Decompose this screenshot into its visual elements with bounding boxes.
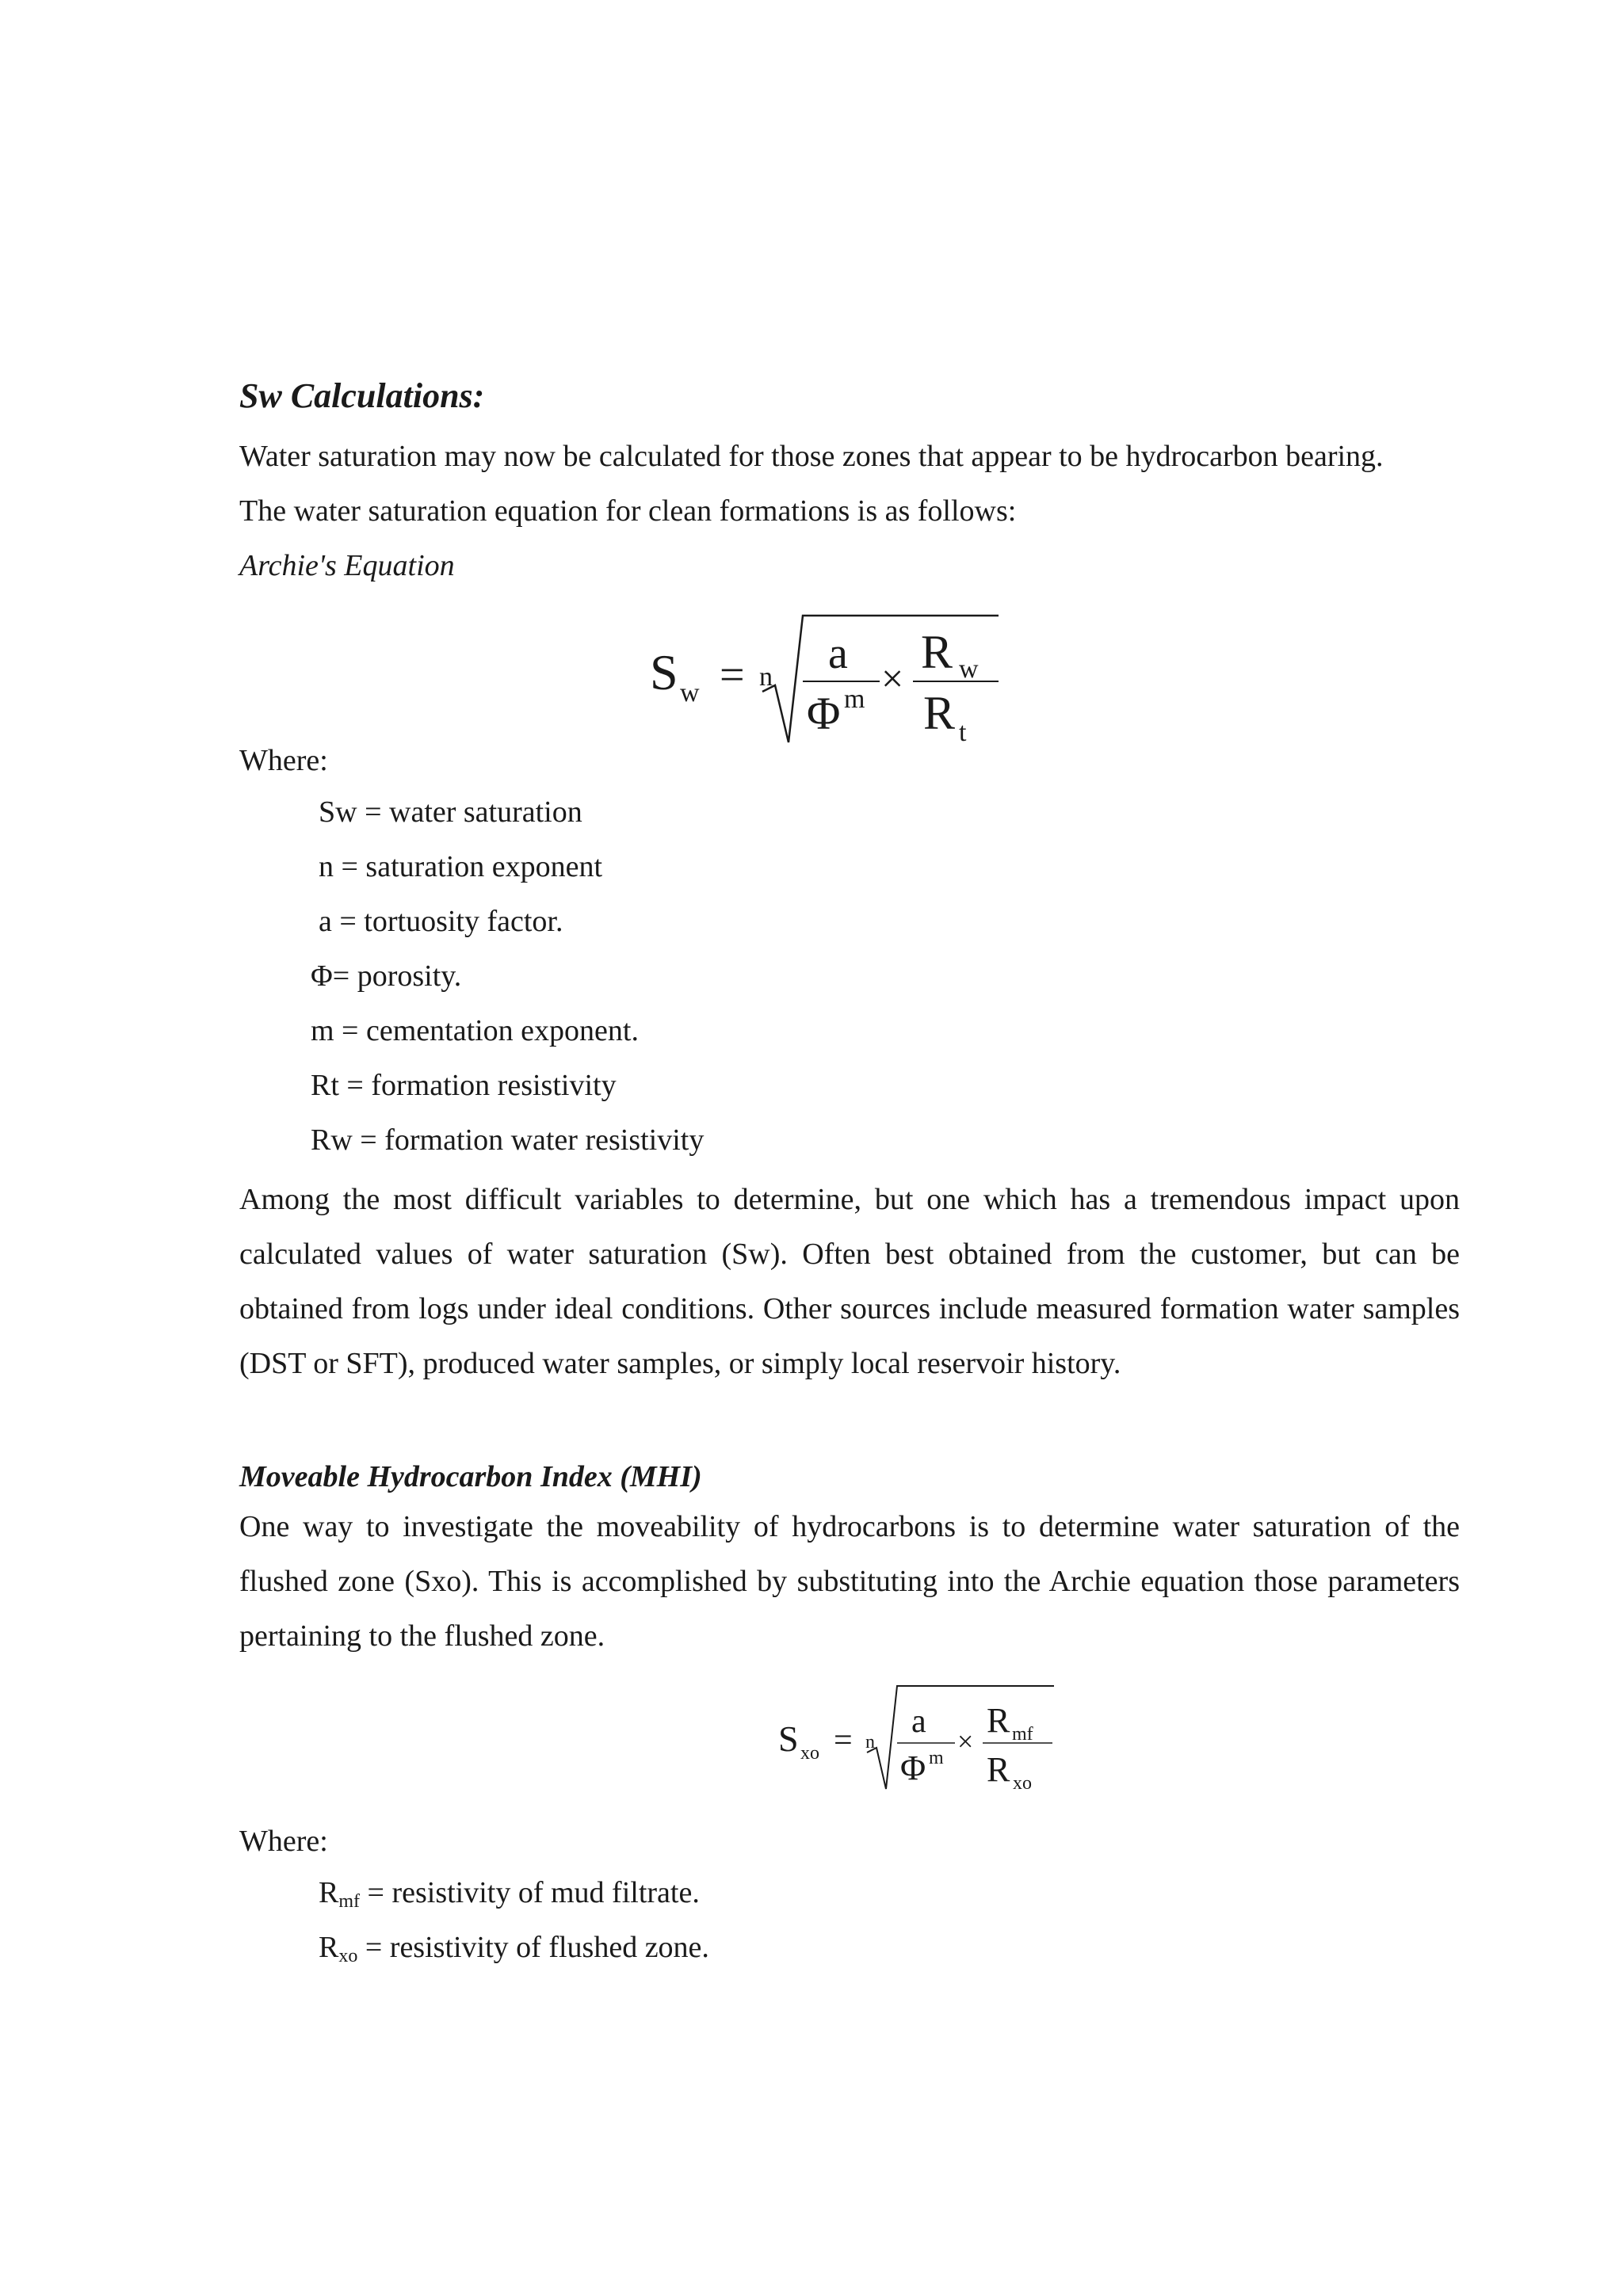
- variable-phi: Φ= porosity.: [311, 959, 462, 993]
- formula2-lhs: S: [778, 1718, 799, 1759]
- fraction2-numerator: R: [921, 626, 953, 678]
- formula2-lhs-subscript: xo: [800, 1743, 819, 1764]
- rxo-description: = resistivity of flushed zone.: [357, 1931, 709, 1964]
- rmf-description: = resistivity of mud filtrate.: [360, 1876, 700, 1909]
- formula-lhs: S: [650, 644, 678, 700]
- variable-rw: Rw = formation water resistivity: [311, 1123, 705, 1157]
- formula2-fraction2-numerator-subscript: mf: [1012, 1724, 1033, 1745]
- variable-a: a = tortuosity factor.: [319, 905, 563, 938]
- variable-rt: Rt = formation resistivity: [311, 1069, 617, 1102]
- intro-line-2: The water saturation equation for clean formations is as follows:: [239, 494, 1017, 528]
- formula-root-index: n: [759, 662, 773, 692]
- formula2-fraction1-denominator: Φ: [900, 1749, 926, 1787]
- variable-rmf: [319, 1871, 700, 1924]
- rxo-symbol: R: [319, 1931, 339, 1964]
- formula2-fraction1-denominator-superscript: m: [929, 1748, 944, 1768]
- fraction1-denominator: Φ: [807, 688, 841, 739]
- variable-m: m = cementation exponent.: [311, 1014, 639, 1047]
- formula2-fraction2-denominator: R: [987, 1750, 1010, 1789]
- rmf-subscript: mf: [338, 1891, 361, 1912]
- formula-equals: =: [720, 650, 745, 700]
- fraction2-numerator-subscript: w: [959, 654, 979, 684]
- formula2-fraction2-numerator: R: [987, 1701, 1010, 1740]
- variable-n: n = saturation exponent: [319, 850, 603, 883]
- where-label-2: Where:: [239, 1825, 328, 1858]
- rxo-subscript: xo: [338, 1946, 358, 1966]
- formula2-fraction2-denominator-subscript: xo: [1013, 1773, 1032, 1794]
- fraction1-numerator: a: [828, 629, 848, 678]
- equation-title: Archie's Equation: [239, 549, 455, 582]
- formula2-equals: =: [834, 1722, 853, 1759]
- formula-times: ×: [881, 656, 904, 700]
- paragraph-mhi: One way to investigate the moveability of hydrocarbons is to determine water saturation of the flushed zone (Sxo). This is accomplished by substituting into the Archie equation those parameters pertaining to the flushed zone.: [239, 1510, 1460, 1653]
- formula2-times: ×: [957, 1726, 974, 1757]
- formula2-root-index: n: [865, 1732, 875, 1753]
- fraction2-denominator-subscript: t: [959, 718, 967, 747]
- where-label-1: Where:: [239, 744, 328, 777]
- fraction2-denominator: R: [923, 687, 956, 739]
- variable-rxo: [319, 1925, 709, 1978]
- intro-line-1: Water saturation may now be calculated for those zones that appear to be hydrocarbon bearing.: [239, 440, 1384, 473]
- section-heading-mhi: Moveable Hydrocarbon Index (MHI): [239, 1460, 702, 1493]
- formula-lhs-subscript: w: [680, 678, 700, 707]
- section-heading-sw-calculations: Sw Calculations:: [239, 376, 485, 415]
- sxo-equation-formula: [769, 1680, 1070, 1798]
- fraction1-denominator-superscript: m: [844, 685, 865, 714]
- formula2-fraction1-numerator: a: [911, 1703, 926, 1740]
- paragraph-rw-description: Among the most difficult variables to determine, but one which has a tremendous impact upon calculated values of water saturation (Sw). Often best obtained from the customer, but can be obtained from logs under ideal conditions. Other sources include measured formation water samples (DST or SFT), produced water samples, or simply local reservoir history.: [239, 1183, 1460, 1380]
- variable-sw: Sw = water saturation: [319, 795, 582, 829]
- rmf-symbol: R: [319, 1876, 339, 1909]
